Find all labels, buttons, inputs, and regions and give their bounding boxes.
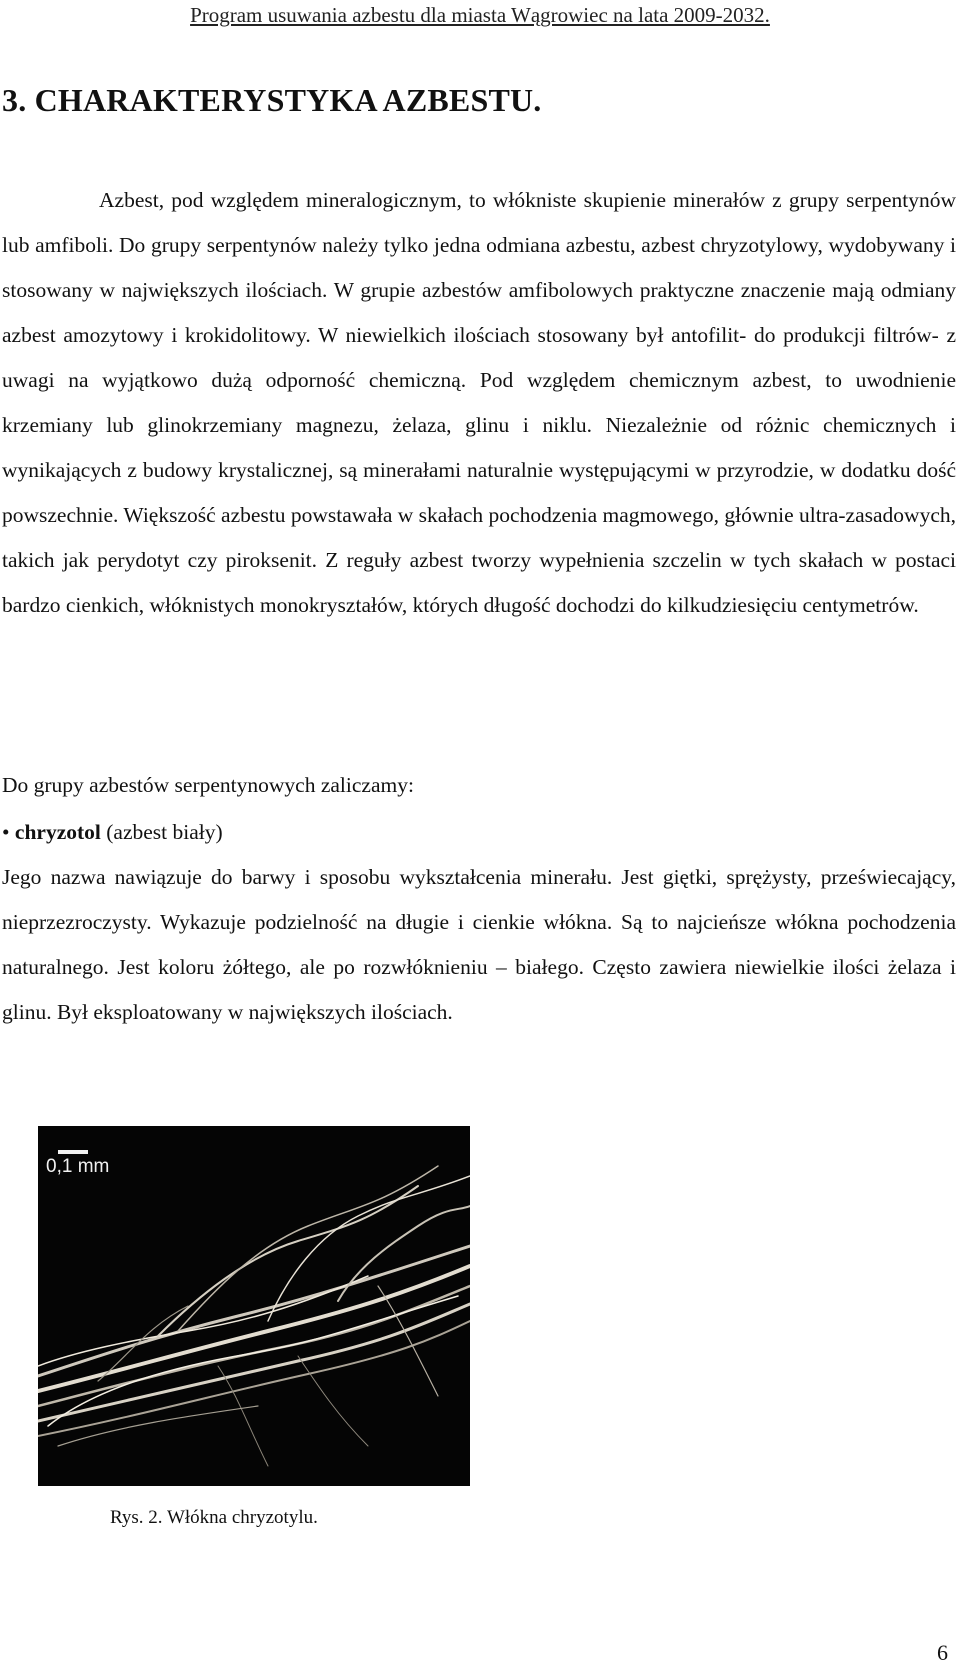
figure-caption: Rys. 2. Włókna chryzotylu. (110, 1507, 318, 1528)
intro-paragraph: Azbest, pod względem mineralogicznym, to włókniste skupienie minerałów z grupy serpentynów lub amfiboli. Do grupy serpentynów należy tylko jedna odmiana azbestu, azbest chryzotylowy, wydobywany i stosowany w największych ilościach. W grupie azbestów amfibolowych praktyczne znaczenie mają odmiany azbest amozytowy i krokidolitowy. W niewielkich ilościach stosowany był antofilit- do produkcji filtrów- z uwagi na wyjątkowo dużą odporność chemiczną. Pod względem chemicznym azbest, to uwodnienie krzemiany lub glinokrzemiany magnezu, żelaza, glinu i niklu. Niezależnie od różnic chemicznych i wynikających z budowy krystalicznej, są minerałami naturalnie występującymi w przyrodzie, w dodatku dość powszechnie. Większość azbestu powstawała w skałach pochodzenia magmowego, głównie ultra-zasadowych, takich jak perydotyt czy piroksenit. Z reguły azbest tworzy wypełnienia szczelin w tych skałach w postaci bardzo cienkich, włóknistych monokryształów, których długość dochodzi do kilkudziesięciu centymetrów. (2, 188, 956, 617)
bullet-icon: • (2, 820, 10, 844)
bullet-term: chryzotol (14, 820, 101, 844)
document-header: Program usuwania azbestu dla miasta Wągrowiec na lata 2009-2032. (190, 3, 770, 27)
serpentine-lead-paragraph: Do grupy azbestów serpentynowych zaliczamy: (2, 773, 414, 797)
chrysotile-bullet-item (2, 810, 223, 855)
page-number: 6 (937, 1640, 948, 1665)
chrysotile-fiber-photo (38, 1126, 470, 1486)
scale-label: 0,1 mm (46, 1156, 110, 1177)
fiber-illustration (38, 1126, 470, 1486)
scale-bar (58, 1150, 88, 1154)
section-title: 3. CHARAKTERYSTYKA AZBESTU. (2, 82, 542, 118)
chrysotile-description: Jego nazwa nawiązuje do barwy i sposobu wykształcenia minerału. Jest giętki, sprężysty, przeświecający, nieprzezroczysty. Wykazuje podzielność na długie i cienkie włókna. Są to najcieńsze włókna pochodzenia naturalnego. Jest koloru żółtego, ale po rozwłóknieniu – białego. Często zawiera niewielkie ilości żelaza i glinu. Był eksploatowany w największych ilościach. (2, 865, 956, 1024)
bullet-note: (azbest biały) (106, 820, 223, 844)
